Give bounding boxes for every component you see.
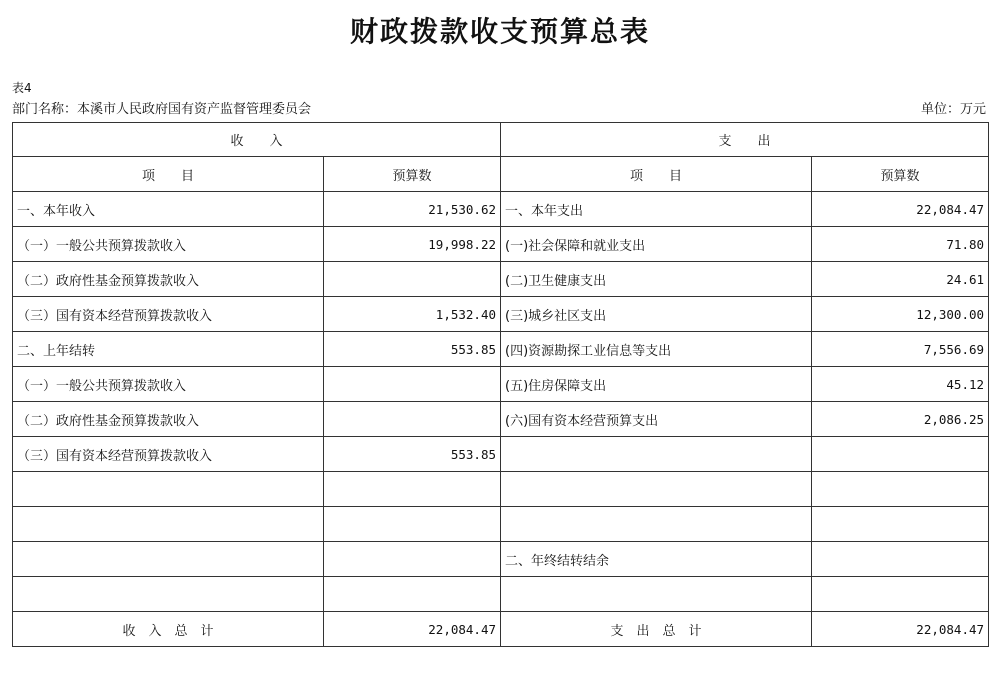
income-item: （一）一般公共预算拨款收入 — [13, 227, 324, 262]
income-amount: 553.85 — [324, 437, 501, 472]
table-row — [13, 437, 989, 472]
income-amount: 1,532.40 — [324, 297, 501, 332]
budget-table — [12, 122, 989, 647]
expense-item: (三)城乡社区支出 — [501, 297, 812, 332]
table-row — [13, 297, 989, 332]
expense-amount: 22,084.47 — [812, 192, 989, 227]
expense-item: (四)资源勘探工业信息等支出 — [501, 332, 812, 367]
income-amount: 553.85 — [324, 332, 501, 367]
income-amount — [324, 367, 501, 402]
expense-amount: 45.12 — [812, 367, 989, 402]
expense-header: 支 出 — [501, 123, 989, 157]
expense-amount — [812, 542, 989, 577]
income-item: （三）国有资本经营预算拨款收入 — [13, 437, 324, 472]
expense-total-amount: 22,084.47 — [812, 612, 989, 647]
income-item — [13, 577, 324, 612]
expense-item — [501, 577, 812, 612]
income-amount — [324, 472, 501, 507]
unit-label: 单位：万元 — [920, 102, 986, 117]
table-row — [13, 472, 989, 507]
expense-amount — [812, 472, 989, 507]
table-row — [13, 192, 989, 227]
expense-item — [501, 472, 812, 507]
expense-item: (六)国有资本经营预算支出 — [501, 402, 812, 437]
table-row — [13, 262, 989, 297]
department-name: 部门名称：本溪市人民政府国有资产监督管理委员会 — [12, 102, 312, 117]
income-item: 二、上年结转 — [13, 332, 324, 367]
expense-amount — [812, 507, 989, 542]
expense-item: (二)卫生健康支出 — [501, 262, 812, 297]
expense-amount: 2,086.25 — [812, 402, 989, 437]
expense-item: 二、年终结转结余 — [501, 542, 812, 577]
table-row — [13, 332, 989, 367]
expense-item-header: 项 目 — [501, 157, 812, 192]
table-row — [13, 227, 989, 262]
income-item-header: 项 目 — [13, 157, 324, 192]
expense-item: (一)社会保障和就业支出 — [501, 227, 812, 262]
income-item — [13, 507, 324, 542]
income-item — [13, 542, 324, 577]
expense-item — [501, 507, 812, 542]
table-row — [13, 542, 989, 577]
table-number: 表4 — [12, 81, 32, 95]
income-item: （三）国有资本经营预算拨款收入 — [13, 297, 324, 332]
income-item: 一、本年收入 — [13, 192, 324, 227]
expense-item: (五)住房保障支出 — [501, 367, 812, 402]
table-row — [13, 507, 989, 542]
income-amount — [324, 402, 501, 437]
income-amount — [324, 262, 501, 297]
expense-amount: 24.61 — [812, 262, 989, 297]
expense-item: 一、本年支出 — [501, 192, 812, 227]
expense-amount: 12,300.00 — [812, 297, 989, 332]
expense-total-label: 支 出 总 计 — [501, 612, 812, 647]
table-row — [13, 402, 989, 437]
expense-budget-header: 预算数 — [812, 157, 989, 192]
income-amount — [324, 577, 501, 612]
income-total-amount: 22,084.47 — [324, 612, 501, 647]
expense-amount — [812, 577, 989, 612]
income-item: （二）政府性基金预算拨款收入 — [13, 402, 324, 437]
income-item: （二）政府性基金预算拨款收入 — [13, 262, 324, 297]
page-title: 财政拨款收支预算总表 — [349, 15, 650, 48]
income-total-label: 收 入 总 计 — [13, 612, 324, 647]
income-amount — [324, 542, 501, 577]
expense-amount: 71.80 — [812, 227, 989, 262]
expense-amount — [812, 437, 989, 472]
table-row — [13, 367, 989, 402]
income-budget-header: 预算数 — [324, 157, 501, 192]
income-item — [13, 472, 324, 507]
income-amount — [324, 507, 501, 542]
totals-row — [13, 612, 989, 647]
expense-item — [501, 437, 812, 472]
expense-amount: 7,556.69 — [812, 332, 989, 367]
income-item: （一）一般公共预算拨款收入 — [13, 367, 324, 402]
income-amount: 19,998.22 — [324, 227, 501, 262]
section-header-row — [13, 123, 989, 157]
income-header: 收 入 — [13, 123, 501, 157]
income-amount: 21,530.62 — [324, 192, 501, 227]
table-row — [13, 577, 989, 612]
column-header-row — [13, 157, 989, 192]
